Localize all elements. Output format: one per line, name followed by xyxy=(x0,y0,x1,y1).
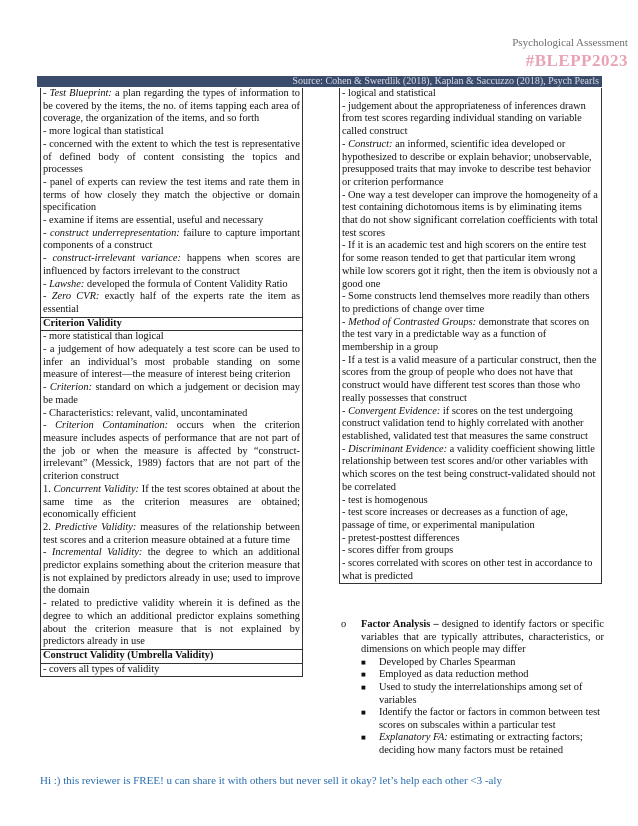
factor-bullet-item xyxy=(359,657,604,670)
content-item xyxy=(43,88,300,126)
content-item-post: exactly half of the experts rate the item as essential xyxy=(43,291,300,315)
criterion-validity-heading: Criterion Validity xyxy=(41,318,302,332)
content-item-pre: - more logical than statistical xyxy=(43,126,164,138)
criterion-item-pre: - xyxy=(43,420,56,432)
construct-detail-item-pre: - If it is an academic test and high scorers on the entire test for some reason tended to get that particular item wrong while low scorers got it right, then the item is obviously not a good one xyxy=(342,240,598,290)
construct-details xyxy=(340,88,601,583)
square-bullet-icon: ■ xyxy=(361,670,366,680)
factor-analysis-title: Factor Analysis – xyxy=(361,619,439,630)
factor-bullet-post: estimating or extracting factors; deciding how many factors must be retained xyxy=(379,732,583,756)
footer-note: Hi :) this reviewer is FREE! u can share it with others but never sell it okay? let’s help each other <3 -aly xyxy=(40,775,502,787)
content-item-em: construct underrepresentation: xyxy=(50,227,180,239)
factor-bullet-item xyxy=(359,669,604,682)
construct-detail-item xyxy=(342,406,599,444)
construct-validity-cell xyxy=(41,664,302,678)
construct-detail-item-pre: - scores differ from groups xyxy=(342,545,454,557)
construct-detail-item xyxy=(342,558,599,583)
criterion-item-pre: - xyxy=(43,547,52,559)
construct-detail-item xyxy=(342,317,599,355)
criterion-item xyxy=(43,344,300,382)
factor-bullet-pre: Developed by Charles Spearman xyxy=(379,656,516,668)
construct-detail-item-pre: - test score increases or decreases as a function of age, passage of time, or experimental manipulation xyxy=(342,507,568,531)
construct-detail-item-pre: - logical and statistical xyxy=(342,88,436,99)
criterion-item-em: Incremental Validity: xyxy=(51,547,143,559)
construct-detail-item xyxy=(342,545,599,558)
criterion-item-post: standard on which a judgement or decision may be made xyxy=(43,382,300,406)
criterion-item-post: the degree to which an additional predictor explains something about the criterion measure that is not explained by predictors already in use; used to improve the domain xyxy=(43,547,300,597)
construct-detail-item-post: demonstrate that scores on the test vary in a predictable way as a function of membership in a group xyxy=(342,316,590,354)
content-item-em: construct-irrelevant variance: xyxy=(52,253,181,265)
criterion-item-post: occurs when the criterion measure includes aspects of performance that are not part of the job or when the measure is affected by “construct-irrelevant” (Messick, 1989) factors that are not part of the criterion construct xyxy=(43,420,301,483)
criterion-item-em: Criterion: xyxy=(49,382,93,394)
content-item-post: developed the formula of Content Validity Ratio xyxy=(84,278,288,290)
criterion-item-pre: 1. xyxy=(43,483,54,495)
construct-detail-item-post: an informed, scientific idea developed or hypothesized to describe or explain behavior; unobservable, presupposed traits that may invoke to describe test behavior or criterion performance xyxy=(342,138,592,188)
criterion-item-pre: - Characteristics: relevant, valid, uncontaminated xyxy=(43,407,248,419)
construct-detail-item-pre: - pretest-posttest differences xyxy=(342,532,460,544)
criterion-item-pre: 2. xyxy=(43,521,55,533)
square-bullet-icon: ■ xyxy=(361,708,366,718)
construct-detail-item xyxy=(342,444,599,495)
construct-detail-item xyxy=(342,139,599,190)
construct-detail-item-pre: - Some constructs lend themselves more readily than others to predictions of change over time xyxy=(342,291,590,315)
factor-analysis-block xyxy=(339,619,604,758)
criterion-item-em: Predictive Validity: xyxy=(54,521,137,533)
content-item xyxy=(43,126,300,139)
factor-bullet-pre: Identify the factor or factors in common between test scores on subscales within a particular test xyxy=(379,707,601,731)
construct-detail-item xyxy=(342,495,599,508)
construct-item-pre: - covers all types of validity xyxy=(43,663,160,675)
construct-detail-item xyxy=(342,88,599,101)
construct-detail-item xyxy=(342,240,599,291)
construct-detail-item xyxy=(342,190,599,241)
criterion-item-post: If the test scores obtained at about the same time as the criterion measures are obtained; economically efficient xyxy=(43,483,301,521)
factor-analysis-definition xyxy=(361,619,604,657)
criterion-item-post: measures of the relationship between test scores and a criterion measure obtained at a future time xyxy=(43,521,300,546)
factor-analysis-bullets xyxy=(339,657,604,758)
content-item-post: happens when scores are influenced by factors irrelevant to the construct xyxy=(43,253,300,277)
source-text: Source: Cohen & Swerdlik (2018), Kaplan & Saccuzzo (2018), Psych Pearls xyxy=(292,76,599,87)
criterion-item xyxy=(43,522,300,547)
construct-detail-item xyxy=(342,291,599,316)
hashtag-title: #BLEPP2023 xyxy=(525,51,628,70)
factor-bullet-text xyxy=(379,732,604,757)
content-item-em: Test Blueprint: xyxy=(49,88,112,99)
construct-detail-item-pre: - If a test is a valid measure of a particular construct, then the scores from the group of people who does not have that construct would have different test scores than those who really possesses that construct xyxy=(342,354,597,404)
construct-detail-item xyxy=(342,101,599,139)
criterion-item-pre: - more statistical than logical xyxy=(43,331,164,343)
factor-bullet-text xyxy=(379,669,528,682)
criterion-item xyxy=(43,598,300,649)
document-subtitle: Psychological Assessment xyxy=(512,37,628,49)
construct-detail-item-pre: - xyxy=(342,443,349,455)
content-item xyxy=(43,177,300,215)
construct-detail-item xyxy=(342,355,599,406)
factor-bullet-text xyxy=(379,707,604,732)
content-item xyxy=(43,279,300,292)
circle-bullet-icon: o xyxy=(341,619,347,630)
content-item xyxy=(43,215,300,228)
factor-bullet-text xyxy=(379,682,604,707)
construct-detail-item-post: if scores on the test undergoing construct validation tend to highly correlated with another established, validated test that measures the same construct xyxy=(342,405,588,442)
factor-bullet-item xyxy=(359,707,604,732)
construct-detail-item-pre: - xyxy=(342,316,349,328)
criterion-item-pre: - a judgement of how adequately a test score can be used to infer an individual’s most probable standing on some measure of interest—the measure of interest being criterion xyxy=(43,344,300,381)
construct-validity-heading: Construct Validity (Umbrella Validity) xyxy=(41,650,302,664)
factor-analysis-text: designed to identify factors or specific variables that are typically attributes, characteristics, or dimensions on which people may differ xyxy=(361,619,604,656)
content-item xyxy=(43,228,300,253)
content-item-em: Zero CVR: xyxy=(51,291,100,303)
square-bullet-icon: ■ xyxy=(361,733,366,743)
content-item-pre: - concerned with the extent to which the test is representative of defined body of content consisting the topics and processes xyxy=(43,138,300,176)
content-item xyxy=(43,291,300,316)
source-bar xyxy=(37,76,602,87)
content-item-pre: - xyxy=(43,227,50,239)
content-item xyxy=(43,139,300,177)
construct-detail-item xyxy=(342,533,599,546)
construct-detail-item-post: a validity coefficient showing little relationship between test scores and/or other variables with which scores on the test being construct-validated should not be correlated xyxy=(342,443,596,493)
content-item-pre: - xyxy=(43,88,50,99)
construct-detail-item-em: Construct: xyxy=(348,138,393,150)
criterion-item xyxy=(43,382,300,407)
content-item-pre: - examine if items are essential, useful and necessary xyxy=(43,215,264,227)
content-validity-cell xyxy=(41,88,302,318)
criterion-item xyxy=(43,547,300,598)
square-bullet-icon: ■ xyxy=(361,657,366,667)
construct-detail-item-em: Method of Contrasted Groups: xyxy=(348,316,477,328)
left-column xyxy=(40,88,303,677)
factor-bullet-item xyxy=(359,682,604,707)
construct-detail-item-pre: - judgement about the appropriateness of inferences drawn from test scores regarding individual standing on variable called construct xyxy=(342,100,586,138)
construct-detail-item-pre: - One way a test developer can improve the homogeneity of a test containing dichotomous items is by eliminating items that do not show significant correlation coefficients with total test scores xyxy=(342,189,599,239)
construct-detail-item-em: Discriminant Evidence: xyxy=(348,443,448,455)
content-item-pre: - xyxy=(43,278,50,290)
criterion-item-pre: - xyxy=(43,382,50,394)
factor-bullet-pre: Employed as data reduction method xyxy=(379,669,529,681)
factor-bullet-pre: Used to study the interrelationships among set of variables xyxy=(379,681,583,706)
right-column xyxy=(339,88,602,584)
criterion-item xyxy=(43,484,300,522)
construct-detail-item-em: Convergent Evidence: xyxy=(348,405,441,417)
criterion-item xyxy=(43,420,300,484)
factor-bullet-em: Explanatory FA: xyxy=(379,732,448,744)
factor-bullet-item xyxy=(359,732,604,757)
content-item-em: Lawshe: xyxy=(49,278,85,290)
construct-detail-item-pre: - test is homogenous xyxy=(342,494,428,506)
content-item-post: a plan regarding the types of information to be covered by the items, the no. of items tapping each area of coverage, the organization of the items, and so forth xyxy=(43,88,300,125)
criterion-item xyxy=(43,408,300,421)
content-item xyxy=(43,253,300,278)
criterion-item-em: Concurrent Validity: xyxy=(53,483,140,495)
construct-detail-item-pre: - xyxy=(342,405,349,417)
content-item-pre: - xyxy=(43,253,53,265)
content-item-pre: - panel of experts can review the test items and rate them in terms of how closely they match the objective or domain specification xyxy=(43,176,300,214)
square-bullet-icon: ■ xyxy=(361,682,366,692)
construct-item xyxy=(43,664,300,677)
content-item-pre: - xyxy=(43,291,52,303)
construct-detail-item-pre: - scores correlated with scores on other test in accordance to what is predicted xyxy=(342,558,593,582)
content-item-post: failure to capture important components of a construct xyxy=(43,227,301,252)
criterion-item-em: Criterion Contamination: xyxy=(55,420,169,432)
criterion-validity-cell xyxy=(41,331,302,650)
criterion-item-pre: - related to predictive validity wherein it is defined as the degree to which an additional predictor explains something about the criterion measure that is not explained by predictors already in use xyxy=(43,598,300,648)
construct-detail-item-pre: - xyxy=(342,138,349,150)
construct-detail-item xyxy=(342,507,599,532)
criterion-item xyxy=(43,331,300,344)
factor-bullet-text xyxy=(379,657,515,670)
